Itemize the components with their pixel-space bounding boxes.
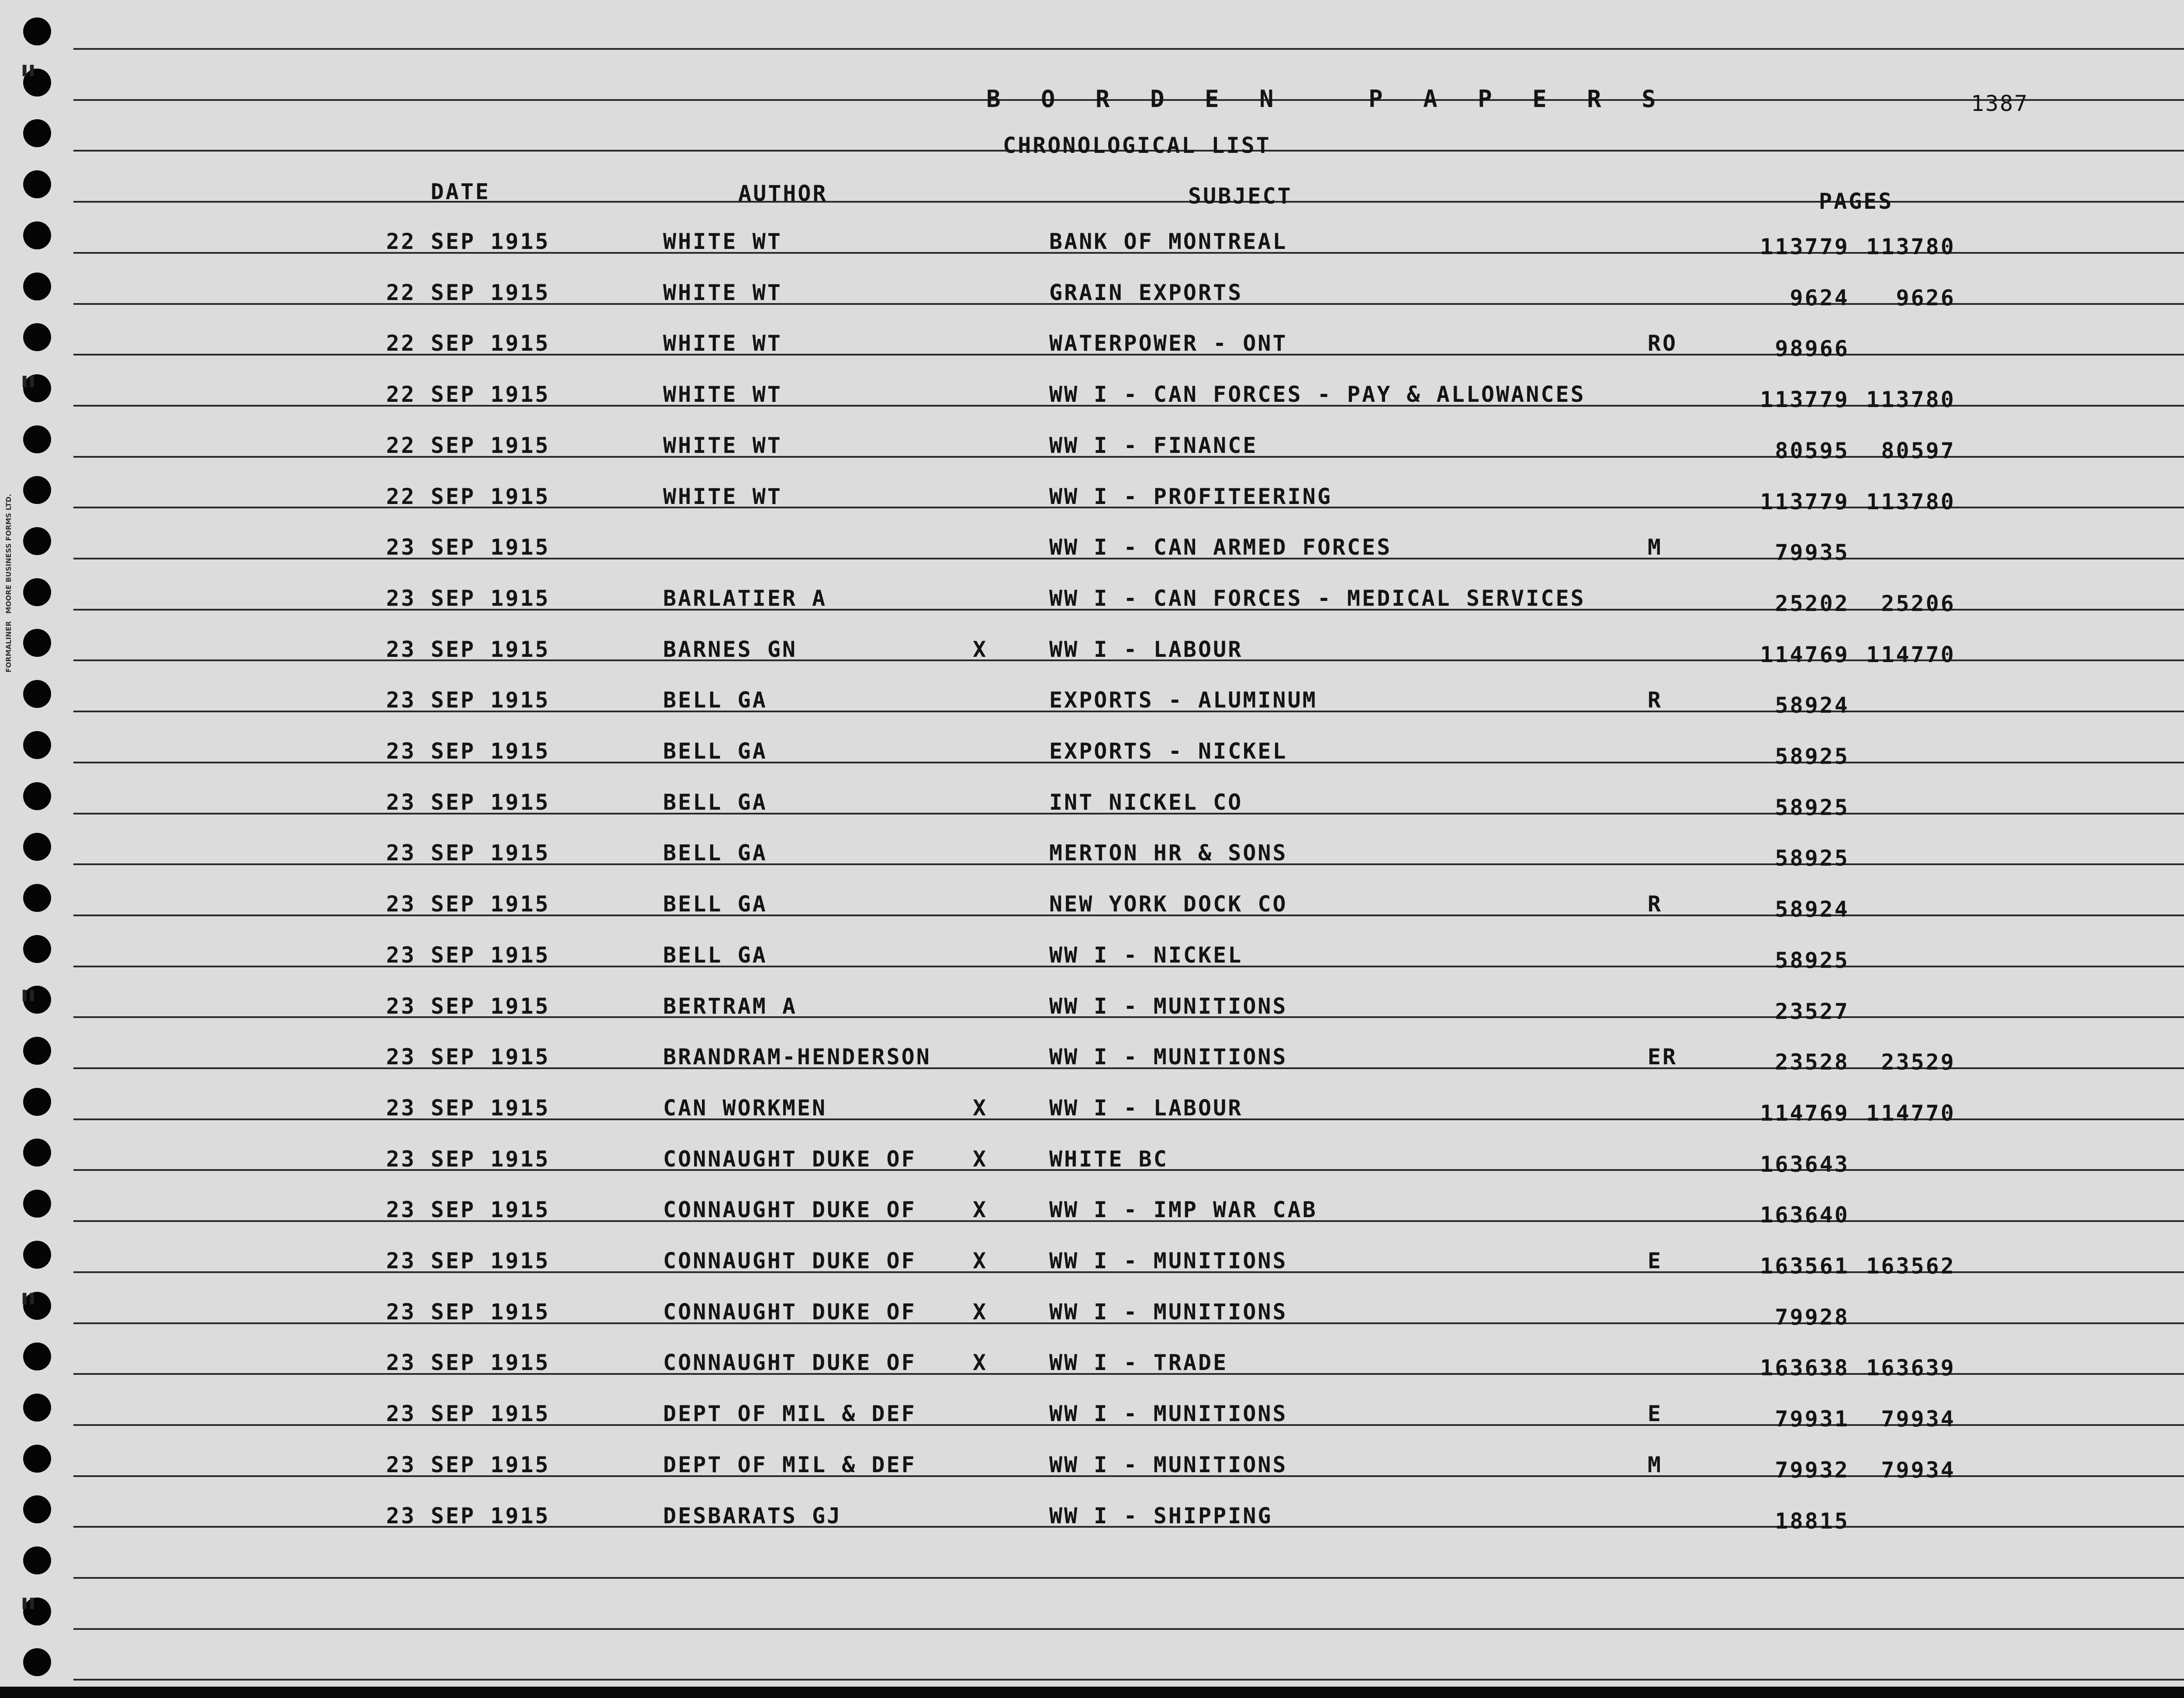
row-page-to: 9626 bbox=[1896, 285, 1956, 311]
row-page-from: 79935 bbox=[1775, 540, 1849, 565]
row-subject: WHITE BC bbox=[1049, 1146, 1168, 1172]
row-subject: WW I - MUNITIONS bbox=[1049, 1452, 1288, 1477]
table-row bbox=[0, 486, 2184, 536]
row-author: BELL GA bbox=[663, 687, 767, 713]
row-page-to: 23529 bbox=[1881, 1049, 1956, 1075]
row-author: CONNAUGHT DUKE OF bbox=[663, 1299, 916, 1325]
row-date: 23 SEP 1915 bbox=[386, 1095, 550, 1121]
row-code: M bbox=[1648, 1452, 1663, 1477]
row-date: 22 SEP 1915 bbox=[386, 433, 550, 458]
row-page-to: 163562 bbox=[1866, 1253, 1956, 1279]
row-x-flag: X bbox=[973, 1248, 988, 1274]
row-author: BELL GA bbox=[663, 891, 767, 917]
table-row bbox=[0, 1097, 2184, 1148]
row-author: BARNES GN bbox=[663, 637, 797, 662]
row-author: BARLATIER A bbox=[663, 586, 827, 611]
table-row bbox=[0, 332, 2184, 383]
table-row bbox=[0, 842, 2184, 893]
row-date: 22 SEP 1915 bbox=[386, 229, 550, 254]
row-page-to: 163639 bbox=[1866, 1355, 1956, 1380]
row-page-from: 163640 bbox=[1760, 1202, 1849, 1228]
row-x-flag: X bbox=[973, 1095, 988, 1121]
row-page-from: 58924 bbox=[1775, 693, 1849, 718]
row-author: CONNAUGHT DUKE OF bbox=[663, 1197, 916, 1222]
table-row bbox=[0, 383, 2184, 434]
column-header-pages: PAGES bbox=[1819, 189, 1894, 214]
row-author: BELL GA bbox=[663, 790, 767, 815]
row-author: CONNAUGHT DUKE OF bbox=[663, 1248, 916, 1274]
table-row bbox=[0, 1199, 2184, 1249]
table-row bbox=[0, 536, 2184, 587]
ruled-line bbox=[73, 1679, 2184, 1681]
row-page-from: 58925 bbox=[1775, 846, 1849, 871]
row-author: WHITE WT bbox=[663, 331, 782, 356]
row-subject: WW I - MUNITIONS bbox=[1049, 1248, 1288, 1274]
row-page-from: 58925 bbox=[1775, 795, 1849, 820]
column-header-date: DATE bbox=[431, 179, 491, 204]
row-date: 23 SEP 1915 bbox=[386, 1146, 550, 1172]
row-subject: EXPORTS - ALUMINUM bbox=[1049, 687, 1317, 713]
feed-hole bbox=[23, 119, 51, 147]
row-subject: WW I - LABOUR bbox=[1049, 1095, 1243, 1121]
row-date: 23 SEP 1915 bbox=[386, 942, 550, 968]
row-code: E bbox=[1648, 1248, 1663, 1274]
row-author: CAN WORKMEN bbox=[663, 1095, 827, 1121]
row-date: 23 SEP 1915 bbox=[386, 586, 550, 611]
row-author: CONNAUGHT DUKE OF bbox=[663, 1350, 916, 1375]
table-row bbox=[0, 1505, 2184, 1556]
row-subject: WW I - MUNITIONS bbox=[1049, 1401, 1288, 1426]
row-page-to: 80597 bbox=[1881, 438, 1956, 463]
row-date: 23 SEP 1915 bbox=[386, 1248, 550, 1274]
row-page-from: 23527 bbox=[1775, 999, 1849, 1024]
row-author: DEPT OF MIL & DEF bbox=[663, 1401, 916, 1426]
row-date: 23 SEP 1915 bbox=[386, 1197, 550, 1222]
feed-hole bbox=[23, 1648, 51, 1676]
row-page-to: 114770 bbox=[1866, 642, 1956, 667]
table-row bbox=[0, 435, 2184, 485]
row-page-from: 80595 bbox=[1775, 438, 1849, 463]
row-page-from: 58925 bbox=[1775, 744, 1849, 769]
column-header-author: AUTHOR bbox=[738, 181, 828, 206]
row-page-from: 163561 bbox=[1760, 1253, 1849, 1279]
row-author: WHITE WT bbox=[663, 382, 782, 407]
row-x-flag: X bbox=[973, 637, 988, 662]
row-code: ER bbox=[1648, 1044, 1678, 1070]
table-row bbox=[0, 638, 2184, 689]
table-row bbox=[0, 1148, 2184, 1199]
row-x-flag: X bbox=[973, 1197, 988, 1222]
row-date: 23 SEP 1915 bbox=[386, 1503, 550, 1529]
table-row bbox=[0, 1301, 2184, 1352]
row-subject: NEW YORK DOCK CO bbox=[1049, 891, 1288, 917]
table-row bbox=[0, 231, 2184, 281]
row-subject: BANK OF MONTREAL bbox=[1049, 229, 1288, 254]
row-date: 23 SEP 1915 bbox=[386, 535, 550, 560]
row-subject: MERTON HR & SONS bbox=[1049, 840, 1288, 866]
row-page-from: 163638 bbox=[1760, 1355, 1849, 1380]
table-row bbox=[0, 944, 2184, 995]
row-author: BELL GA bbox=[663, 942, 767, 968]
row-page-from: 113779 bbox=[1760, 387, 1849, 412]
row-page-from: 79931 bbox=[1775, 1406, 1849, 1432]
row-subject: WW I - CAN FORCES - PAY & ALLOWANCES bbox=[1049, 382, 1586, 407]
table-row bbox=[0, 740, 2184, 791]
margin-tick-mark: ▌▌ bbox=[23, 1294, 38, 1305]
table-row bbox=[0, 995, 2184, 1046]
row-code: E bbox=[1648, 1401, 1663, 1426]
row-date: 22 SEP 1915 bbox=[386, 382, 550, 407]
row-page-from: 114769 bbox=[1760, 642, 1849, 667]
row-subject: WW I - SHIPPING bbox=[1049, 1503, 1273, 1529]
row-page-from: 9624 bbox=[1790, 285, 1849, 311]
table-row bbox=[0, 791, 2184, 842]
row-date: 23 SEP 1915 bbox=[386, 687, 550, 713]
row-author: BERTRAM A bbox=[663, 994, 797, 1019]
row-code: RO bbox=[1648, 331, 1678, 356]
row-page-from: 113779 bbox=[1760, 234, 1849, 259]
row-subject: WW I - CAN FORCES - MEDICAL SERVICES bbox=[1049, 586, 1586, 611]
row-x-flag: X bbox=[973, 1146, 988, 1172]
margin-tick-mark: ▌▌ bbox=[23, 990, 38, 1001]
row-page-from: 18815 bbox=[1775, 1508, 1849, 1534]
row-date: 23 SEP 1915 bbox=[386, 1452, 550, 1477]
row-author: WHITE WT bbox=[663, 484, 782, 509]
row-subject: GRAIN EXPORTS bbox=[1049, 280, 1243, 305]
row-author: BRANDRAM-HENDERSON bbox=[663, 1044, 931, 1070]
row-code: M bbox=[1648, 535, 1663, 560]
row-subject: WW I - FINANCE bbox=[1049, 433, 1258, 458]
row-date: 22 SEP 1915 bbox=[386, 331, 550, 356]
row-page-from: 58924 bbox=[1775, 897, 1849, 922]
row-date: 23 SEP 1915 bbox=[386, 790, 550, 815]
row-date: 23 SEP 1915 bbox=[386, 1299, 550, 1325]
row-x-flag: X bbox=[973, 1299, 988, 1325]
row-page-from: 23528 bbox=[1775, 1049, 1849, 1075]
row-page-from: 79932 bbox=[1775, 1457, 1849, 1483]
list-subtitle: CHRONOLOGICAL LIST bbox=[1003, 133, 1271, 158]
row-subject: WW I - MUNITIONS bbox=[1049, 994, 1288, 1019]
row-author: WHITE WT bbox=[663, 280, 782, 305]
margin-tick-mark: ▌▌ bbox=[23, 66, 38, 76]
row-date: 22 SEP 1915 bbox=[386, 484, 550, 509]
table-row bbox=[0, 1046, 2184, 1097]
row-subject: WW I - MUNITIONS bbox=[1049, 1044, 1288, 1070]
row-subject: WW I - PROFITEERING bbox=[1049, 484, 1332, 509]
row-subject: WW I - NICKEL bbox=[1049, 942, 1243, 968]
row-page-from: 98966 bbox=[1775, 336, 1849, 361]
row-x-flag: X bbox=[973, 1350, 988, 1375]
row-subject: WW I - TRADE bbox=[1049, 1350, 1228, 1375]
table-row bbox=[0, 282, 2184, 332]
page-number: 1387 bbox=[1971, 91, 2029, 116]
table-row bbox=[0, 1403, 2184, 1453]
feed-hole bbox=[23, 17, 51, 45]
ruled-line bbox=[73, 48, 2184, 50]
row-subject: WW I - LABOUR bbox=[1049, 637, 1243, 662]
row-page-from: 58925 bbox=[1775, 948, 1849, 973]
row-date: 23 SEP 1915 bbox=[386, 891, 550, 917]
margin-tick-mark: ▌▌ bbox=[23, 376, 38, 387]
table-row bbox=[0, 689, 2184, 740]
row-author: CONNAUGHT DUKE OF bbox=[663, 1146, 916, 1172]
row-page-to: 79934 bbox=[1881, 1457, 1956, 1483]
row-date: 23 SEP 1915 bbox=[386, 739, 550, 764]
table-row bbox=[0, 587, 2184, 638]
row-date: 23 SEP 1915 bbox=[386, 1350, 550, 1375]
row-date: 22 SEP 1915 bbox=[386, 280, 550, 305]
row-page-to: 79934 bbox=[1881, 1406, 1956, 1432]
row-date: 23 SEP 1915 bbox=[386, 1044, 550, 1070]
row-page-to: 113780 bbox=[1866, 489, 1956, 514]
row-page-from: 79928 bbox=[1775, 1305, 1849, 1330]
row-author: DESBARATS GJ bbox=[663, 1503, 842, 1529]
row-subject: WW I - MUNITIONS bbox=[1049, 1299, 1288, 1325]
row-date: 23 SEP 1915 bbox=[386, 1401, 550, 1426]
row-date: 23 SEP 1915 bbox=[386, 840, 550, 866]
row-page-to: 114770 bbox=[1866, 1101, 1956, 1126]
row-page-to: 113780 bbox=[1866, 387, 1956, 412]
row-page-from: 163643 bbox=[1760, 1152, 1849, 1177]
document-title: B O R D E N P A P E R S bbox=[986, 85, 1669, 113]
row-subject: WW I - CAN ARMED FORCES bbox=[1049, 535, 1392, 560]
table-row bbox=[0, 893, 2184, 944]
column-header-subject: SUBJECT bbox=[1188, 183, 1292, 209]
row-page-from: 25202 bbox=[1775, 591, 1849, 616]
row-author: WHITE WT bbox=[663, 433, 782, 458]
row-page-to: 113780 bbox=[1866, 234, 1956, 259]
feed-hole bbox=[23, 170, 51, 198]
row-code: R bbox=[1648, 687, 1663, 713]
table-row bbox=[0, 1454, 2184, 1505]
row-subject: WATERPOWER - ONT bbox=[1049, 331, 1288, 356]
row-subject: EXPORTS - NICKEL bbox=[1049, 739, 1288, 764]
row-subject: INT NICKEL CO bbox=[1049, 790, 1243, 815]
row-subject: WW I - IMP WAR CAB bbox=[1049, 1197, 1317, 1222]
table-row bbox=[0, 1352, 2184, 1402]
row-date: 23 SEP 1915 bbox=[386, 994, 550, 1019]
form-manufacturer-text: FORMALINER MOORE BUSINESS FORMS LTD. bbox=[4, 494, 13, 673]
row-author: BELL GA bbox=[663, 840, 767, 866]
row-page-from: 113779 bbox=[1760, 489, 1849, 514]
ruled-line bbox=[73, 1628, 2184, 1630]
table-row bbox=[0, 1250, 2184, 1301]
row-date: 23 SEP 1915 bbox=[386, 637, 550, 662]
row-code: R bbox=[1648, 891, 1663, 917]
row-page-from: 114769 bbox=[1760, 1101, 1849, 1126]
row-page-to: 25206 bbox=[1881, 591, 1956, 616]
row-author: DEPT OF MIL & DEF bbox=[663, 1452, 916, 1477]
ruled-line bbox=[73, 1577, 2184, 1579]
row-author: WHITE WT bbox=[663, 229, 782, 254]
row-author: BELL GA bbox=[663, 739, 767, 764]
margin-tick-mark: ▌▌ bbox=[23, 1598, 38, 1609]
